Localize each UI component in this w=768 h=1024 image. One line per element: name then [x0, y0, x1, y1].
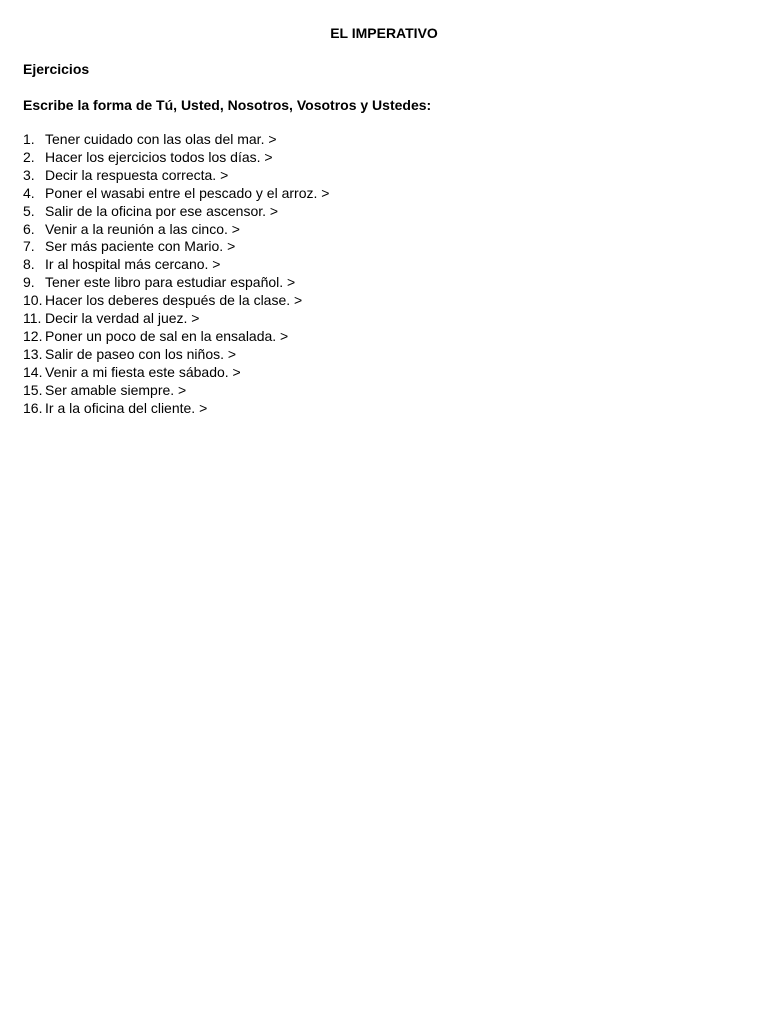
- item-text: Ser amable siempre. >: [45, 381, 187, 398]
- item-number: 16.: [23, 399, 43, 416]
- item-text: Hacer los ejercicios todos los días. >: [45, 148, 273, 165]
- item-number: 6.: [23, 220, 35, 237]
- item-text: Venir a mi fiesta este sábado. >: [45, 363, 241, 380]
- item-number: 13.: [23, 345, 43, 362]
- item-number: 11.: [23, 310, 42, 327]
- item-number: 14.: [23, 363, 43, 380]
- list-item: [23, 346, 329, 364]
- item-text: Tener este libro para estudiar español. >: [45, 274, 296, 291]
- list-item: [23, 185, 329, 203]
- item-number: 10.: [23, 292, 43, 309]
- item-number: 2.: [23, 148, 35, 165]
- list-item: [23, 292, 329, 310]
- item-number: 12.: [23, 327, 43, 344]
- list-item: [23, 382, 329, 400]
- item-number: 5.: [23, 202, 35, 219]
- list-item: [23, 238, 329, 256]
- item-text: Poner el wasabi entre el pescado y el arroz. >: [45, 184, 330, 201]
- item-number: 3.: [23, 166, 35, 183]
- list-item: [23, 221, 329, 239]
- item-text: Decir la respuesta correcta. >: [45, 166, 229, 183]
- item-number: 8.: [23, 256, 35, 273]
- item-number: 1.: [23, 131, 35, 147]
- section-heading: Ejercicios: [23, 61, 90, 77]
- item-number: 7.: [23, 238, 35, 255]
- item-text: Salir de paseo con los niños. >: [45, 345, 237, 362]
- list-item: [23, 167, 329, 185]
- item-text: Tener cuidado con las olas del mar. >: [45, 131, 277, 147]
- list-item: [23, 131, 329, 149]
- list-item: [23, 274, 329, 292]
- item-text: Decir la verdad al juez. >: [45, 310, 200, 327]
- item-text: Ir a la oficina del cliente. >: [45, 399, 208, 416]
- list-item: [23, 328, 329, 346]
- list-item: [23, 256, 329, 274]
- item-text: Venir a la reunión a las cinco. >: [45, 220, 240, 237]
- list-item: [23, 310, 329, 328]
- list-item: [23, 400, 329, 418]
- document-title: EL IMPERATIVO: [330, 25, 438, 41]
- list-item: [23, 149, 329, 167]
- item-text: Poner un poco de sal en la ensalada. >: [45, 327, 289, 344]
- item-text: Ir al hospital más cercano. >: [45, 256, 221, 273]
- item-text: Hacer los deberes después de la clase. >: [45, 292, 303, 309]
- item-number: 15.: [23, 381, 43, 398]
- item-text: Ser más paciente con Mario. >: [45, 238, 236, 255]
- item-number: 4.: [23, 184, 35, 201]
- instructions-text: Escribe la forma de Tú, Usted, Nosotros, Vosotros y Ustedes:: [23, 97, 432, 113]
- item-number: 9.: [23, 274, 35, 291]
- item-text: Salir de la oficina por ese ascensor. >: [45, 202, 279, 219]
- exercise-list: [23, 131, 329, 418]
- list-item: [23, 203, 329, 221]
- list-item: [23, 364, 329, 382]
